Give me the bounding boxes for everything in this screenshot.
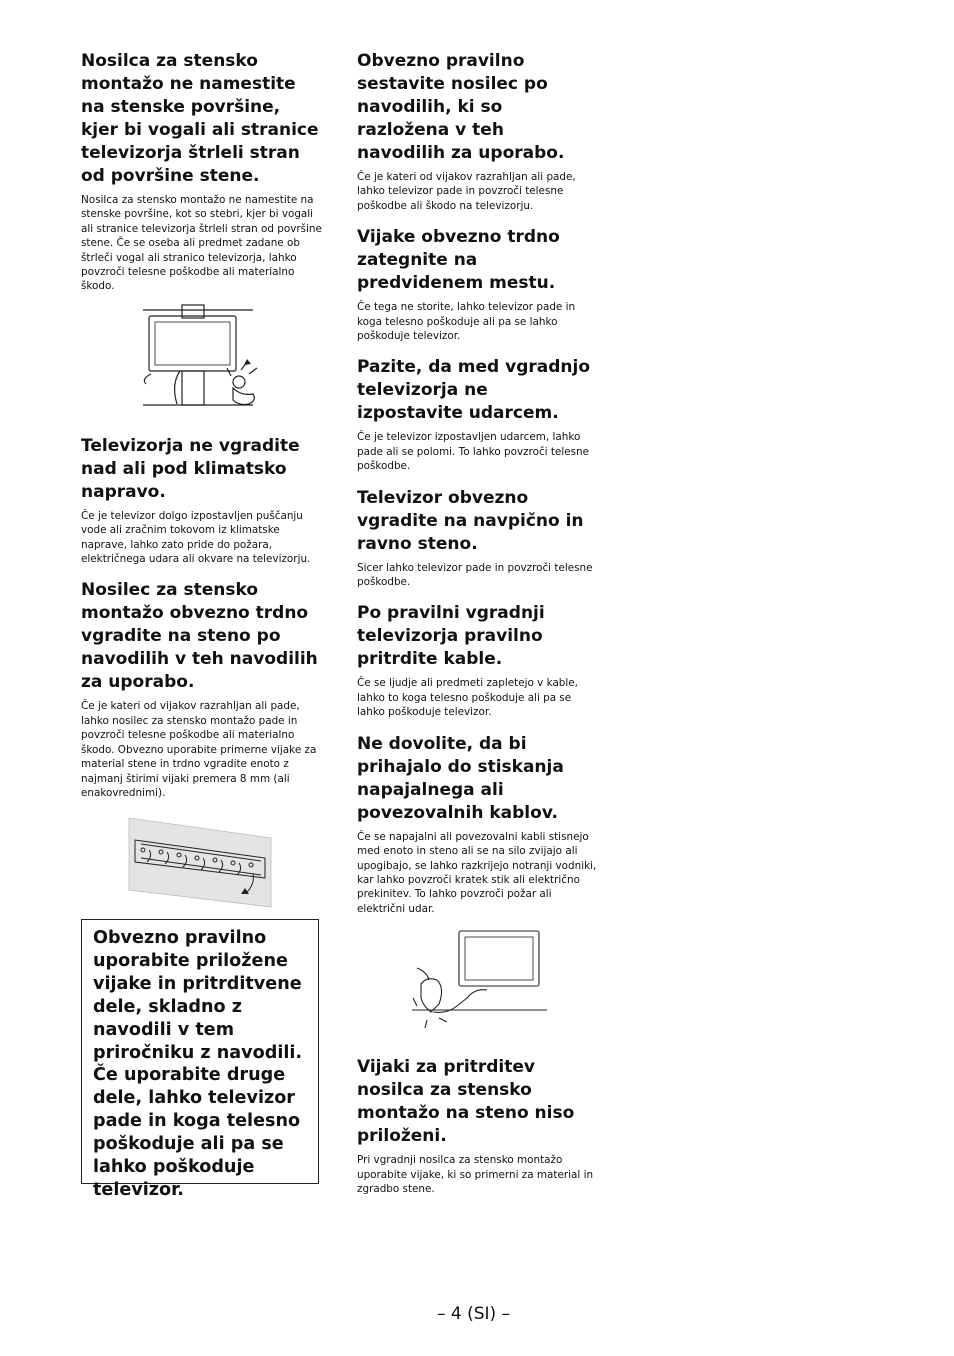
section-body: Če se ljudje ali predmeti zapletejo v kable, lahko to koga telesno poškoduje ali pa se lahko poškoduje televizor. [357,677,578,719]
section-avoid-impact [357,356,597,473]
section-body: Pri vgradnji nosilca za stensko montažo uporabite vijake, ki so primerni za material in zgradbo stene. [357,1154,594,1195]
warning-box [81,919,319,1200]
section-heading: Nosilca za stensko montažo ne namestite na stenske površine, kjer bi vogali ali stranice televizorja štrleli stran od površine stene. [81,51,319,186]
section-heading: Nosilec za stensko montažo obvezno trdno vgradite na steno po navodilih v teh navodilih za uporabo. [81,580,318,693]
section-pillar-warning [81,50,323,294]
section-cable-pinch [357,733,597,916]
section-heading: Vijake obvezno trdno zategnite na predvidenem mestu. [357,227,560,294]
section-heading: Ne dovolite, da bi prihajalo do stiskanja napajalnega ali povezovalnih kablov. [357,733,564,823]
section-heading: Obvezno pravilno sestavite nosilec po navodilih, ki so razložena v teh navodilih za uporabo. [357,51,565,163]
middle-column [357,50,597,1196]
warning-text: Obvezno pravilno uporabite priložene vijake in pritrditvene dele, skladno z navodili v tem priročniku z navodili. Če uporabite druge dele, lahko televizor pade in koga telesno poškoduje ali pa se lahko poškoduje televizor. [93,928,303,1200]
section-body: Nosilca za stensko montažo ne namestite na stenske površine, kot so stebri, kjer bi vogali ali stranice televizorja štrleli stran od površine stene. Če se oseba ali predmet zadane ob štrleči vogal ali stranico televizorja, lahko povzroči telesne poškodbe ali materialno škodo. [81,194,322,293]
section-assemble-bracket [357,50,597,213]
section-heading: Po pravilni vgradnji televizorja pravilno pritrdite kable. [357,603,545,670]
left-column [81,50,323,909]
section-heading: Televizor obvezno vgradite na navpično in ravno steno. [357,487,584,554]
section-body: Če se napajalni ali povezovalni kabli stisnejo med enoto in steno ali se na silo zvijajo ali upogibajo, se lahko razkrijejo notranji vodniki, kar lahko povzroči kratek stik ali električno prekinitev. To lahko povzroči požar ali električni udar. [357,830,597,915]
cable-pinch-illustration [357,928,597,1043]
section-secure-cables [357,602,597,719]
section-body: Če je televizor dolgo izpostavljen puščanju vode ali zračnim tokovom iz klimatske naprave, lahko zato pride do požara, električnega udara ali okvare na televizorju. [81,509,311,566]
section-aircon-warning [81,435,323,567]
section-bracket-install [81,579,323,800]
section-heading: Vijaki za pritrditev nosilca za stensko montažo na steno niso priloženi. [357,1057,575,1147]
section-body: Če je kateri od vijakov razrahljan ali pade, lahko televizor pade in povzroči telesne poškodbe ali škodo na televizorju. [357,171,576,212]
section-heading: Televizorja ne vgradite nad ali pod klimatsko napravo. [81,435,300,502]
tv-pillar-illustration [81,304,323,424]
section-body: Sicer lahko televizor pade in povzroči telesne poškodbe. [357,561,593,589]
section-body: Če je kateri od vijakov razrahljan ali pade, lahko nosilec za stensko montažo pade in povzroči telesne poškodbe ali materialno škodo. Obvezno uporabite primerne vijake za material stene in trdno vgradite enoto z najmanj štirimi vijaki premera 8 mm (ali enakovrednimi). [81,700,317,799]
section-body: Če je televizor izpostavljen udarcem, lahko pade ali se polomi. To lahko povzroči telesne poškodbe. [357,431,590,473]
section-heading: Pazite, da med vgradnjo televizorja ne izpostavite udarcem. [357,357,591,424]
section-screws-not-supplied [357,1056,597,1196]
page-number: – 4 (SI) – [437,1304,511,1324]
section-vertical-wall [357,487,597,590]
wall-bracket-illustration [81,814,323,909]
section-body: Če tega ne storite, lahko televizor pade in koga telesno poškoduje ali pa se lahko poškoduje televizor. [357,301,576,343]
section-tighten-screws [357,226,597,343]
